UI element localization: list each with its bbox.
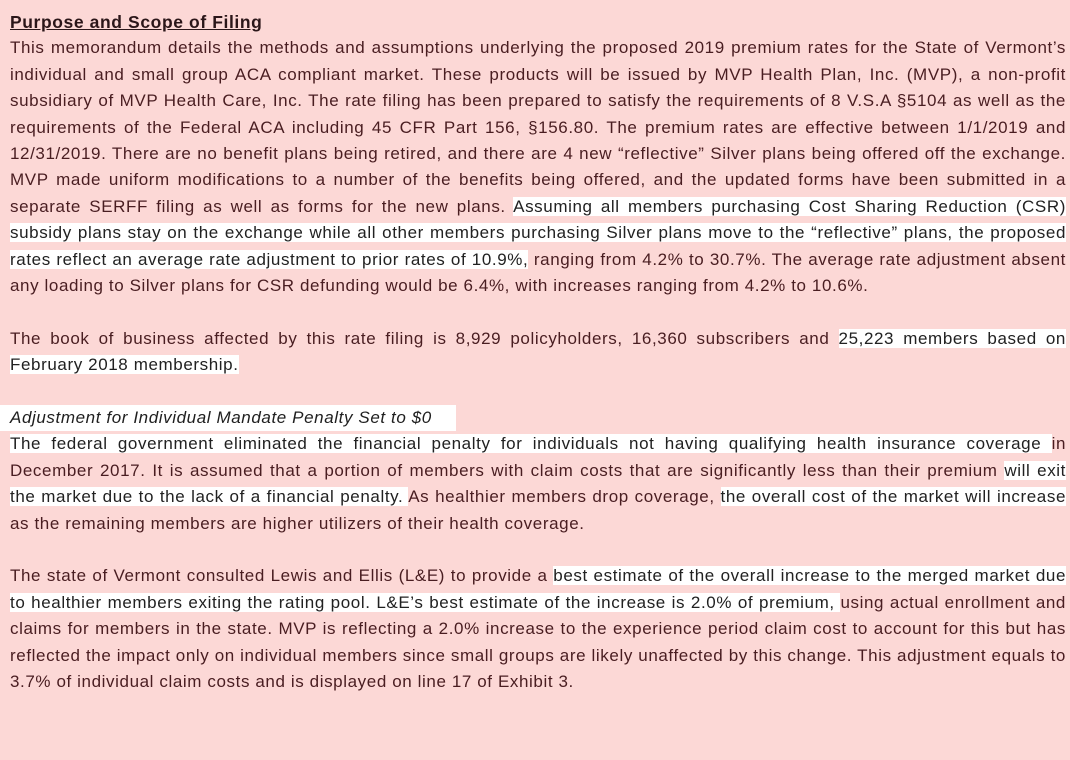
text-segment: The state of Vermont consulted Lewis and Ellis (L&E) to provide a xyxy=(10,566,554,586)
paragraph-mandate-penalty xyxy=(10,431,1066,537)
subsection-heading-line xyxy=(10,405,1066,431)
highlighted-text-segment: Assuming all members purchasing Cost Sharing Reduction (CSR) subsidy plans stay on the exchange while all other members purchasing Silver plans move to the “reflective” plans, the proposed rates reflect an average rate adjustment to prior rates of 10.9%, xyxy=(10,196,1066,269)
text-segment: As healthier members drop coverage, xyxy=(408,487,721,507)
blank-line xyxy=(10,537,1066,563)
subsection-heading-individual-mandate: Adjustment for Individual Mandate Penalty Set to $0 xyxy=(0,405,456,431)
text-segment: This memorandum details the methods and assumptions underlying the proposed 2019 premium rates for the State of Vermont’s individual and small group ACA compliant market. These products will be issued by MVP Health Plan, Inc. (MVP), a non-profit subsidiary of MVP Health Care, Inc. The rate filing has been prepared to satisfy the requirements of 8 V.S.A §5104 as well as the requirements of the Federal ACA including 45 CFR Part 156, §156.80. The premium rates are effective between 1/1/2019 and 12/31/2019. There are no benefit plans being retired, and there are 4 new “reflective” Silver plans being offered off the exchange. MVP made uniform modifications to a number of the benefits being offered, and the updated forms have been submitted in a separate SERFF filing as well as forms for the new plans. xyxy=(10,38,1066,216)
highlighted-text-segment: The federal government eliminated the financial penalty for individuals not having qualifying health insurance coverage xyxy=(10,434,1052,454)
text-segment: ranging from 4.2% to 30.7%. The average rate adjustment absent any loading to Silver plans for CSR defunding would be 6.4%, with increases ranging from 4.2% to 10.6%. xyxy=(10,249,1066,296)
paragraph-overview xyxy=(10,35,1066,299)
text-segment: in December 2017. It is assumed that a portion of members with claim costs that are significantly less than their premium xyxy=(10,434,1066,480)
text-segment: using actual enrollment and claims for members in the state. MVP is reflecting a 2.0% increase to the experience period claim cost to account for this but has reflected the impact only on individual members since small groups are likely unaffected by this change. This adjustment equals to 3.7% of individual claim costs and is displayed on line 17 of Exhibit 3. xyxy=(10,592,1066,692)
highlighted-text-segment: the overall cost of the market will increase xyxy=(720,487,1067,507)
highlighted-text-segment: will exit the market due to the lack of a financial penalty. xyxy=(10,460,1067,507)
paragraph-book-of-business xyxy=(10,326,1066,379)
text-segment: as the remaining members are higher utilizers of their health coverage. xyxy=(10,513,585,533)
highlighted-text-segment: 25,223 members based on February 2018 membership. xyxy=(10,328,1066,375)
blank-line xyxy=(10,299,1066,325)
blank-line xyxy=(10,379,1066,405)
highlighted-text-segment: best estimate of the overall increase to the merged market due to healthier members exiting the rating pool. L&E’s best estimate of the increase is 2.0% of premium, xyxy=(10,566,1066,612)
section-heading-purpose-and-scope: Purpose and Scope of Filing xyxy=(10,12,263,32)
text-segment: The book of business affected by this rate filing is 8,929 policyholders, 16,360 subscribers and xyxy=(10,328,839,348)
paragraph-lewis-ellis-estimate xyxy=(10,563,1066,695)
